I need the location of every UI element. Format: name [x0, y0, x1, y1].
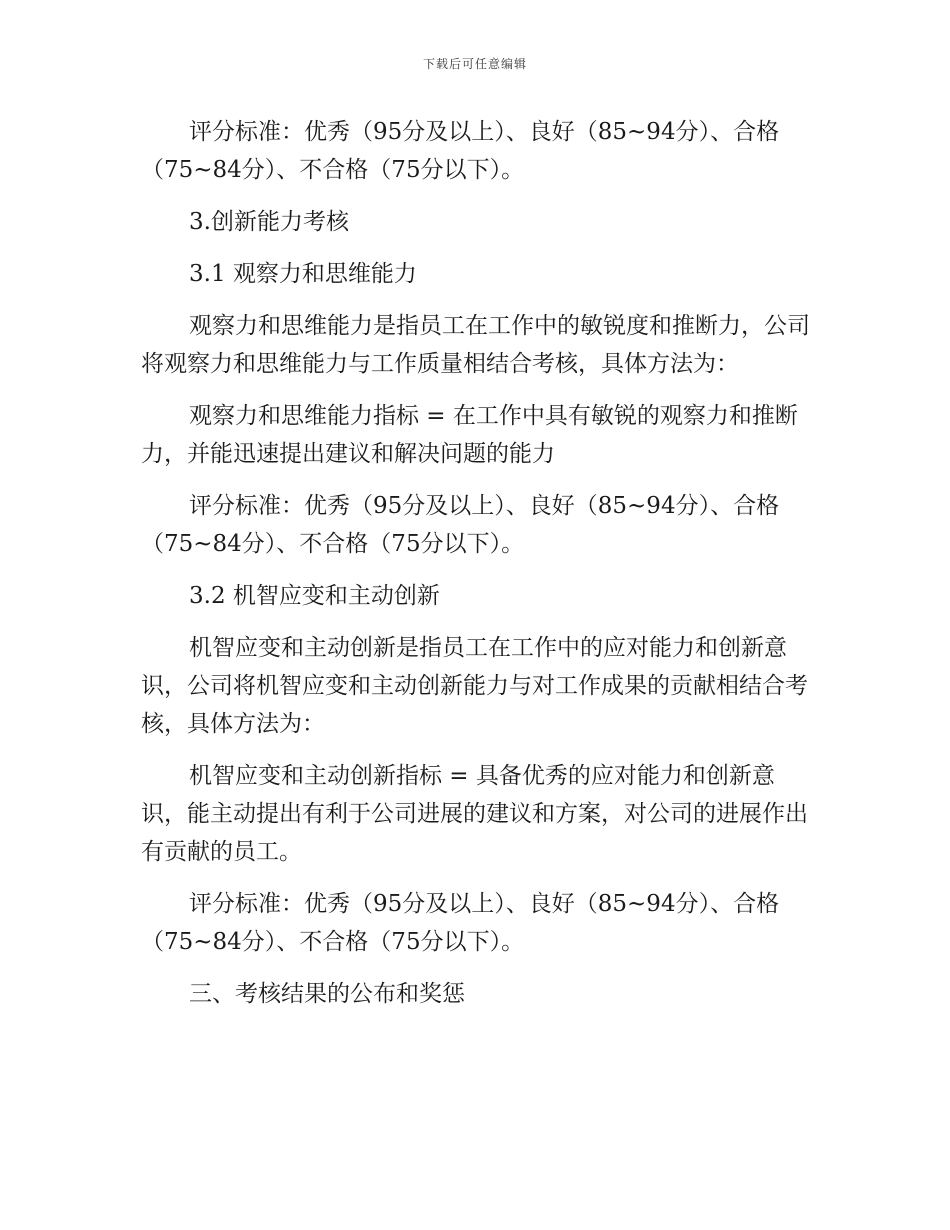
chapter-heading: 三、考核结果的公布和奖惩 [189, 981, 465, 1007]
subsection-heading: 3.1 观察力和思维能力 [189, 261, 417, 287]
subsection-heading: 3.2 机智应变和主动创新 [189, 583, 440, 609]
scoring-standard-paragraph: 评分标准：优秀（95分及以上）、良好（85~94分）、合格（75~84分）、不合格（75分以下）。 [141, 119, 780, 183]
page-header: 下载后可任意编辑 [422, 57, 527, 71]
indicator-paragraph: 观察力和思维能力指标 = 在工作中具有敏锐的观察力和推断力，并能迅速提出建议和解决问题的能力 [141, 403, 798, 467]
scoring-standard-paragraph: 评分标准：优秀（95分及以上）、良好（85~94分）、合格（75~84分）、不合格（75分以下）。 [141, 891, 780, 955]
section-heading: 3.创新能力考核 [189, 209, 349, 235]
body-paragraph: 机智应变和主动创新是指员工在工作中的应对能力和创新意识，公司将机智应变和主动创新能力与对工作成果的贡献相结合考核，具体方法为： [141, 635, 808, 737]
indicator-paragraph: 机智应变和主动创新指标 = 具备优秀的应对能力和创新意识，能主动提出有利于公司进展的建议和方案，对公司的进展作出有贡献的员工。 [141, 763, 808, 865]
scoring-standard-paragraph: 评分标准：优秀（95分及以上）、良好（85~94分）、合格（75~84分）、不合格（75分以下）。 [141, 493, 780, 557]
body-paragraph: 观察力和思维能力是指员工在工作中的敏锐度和推断力，公司将观察力和思维能力与工作质量相结合考核，具体方法为： [141, 313, 810, 377]
document-body [141, 113, 811, 1027]
